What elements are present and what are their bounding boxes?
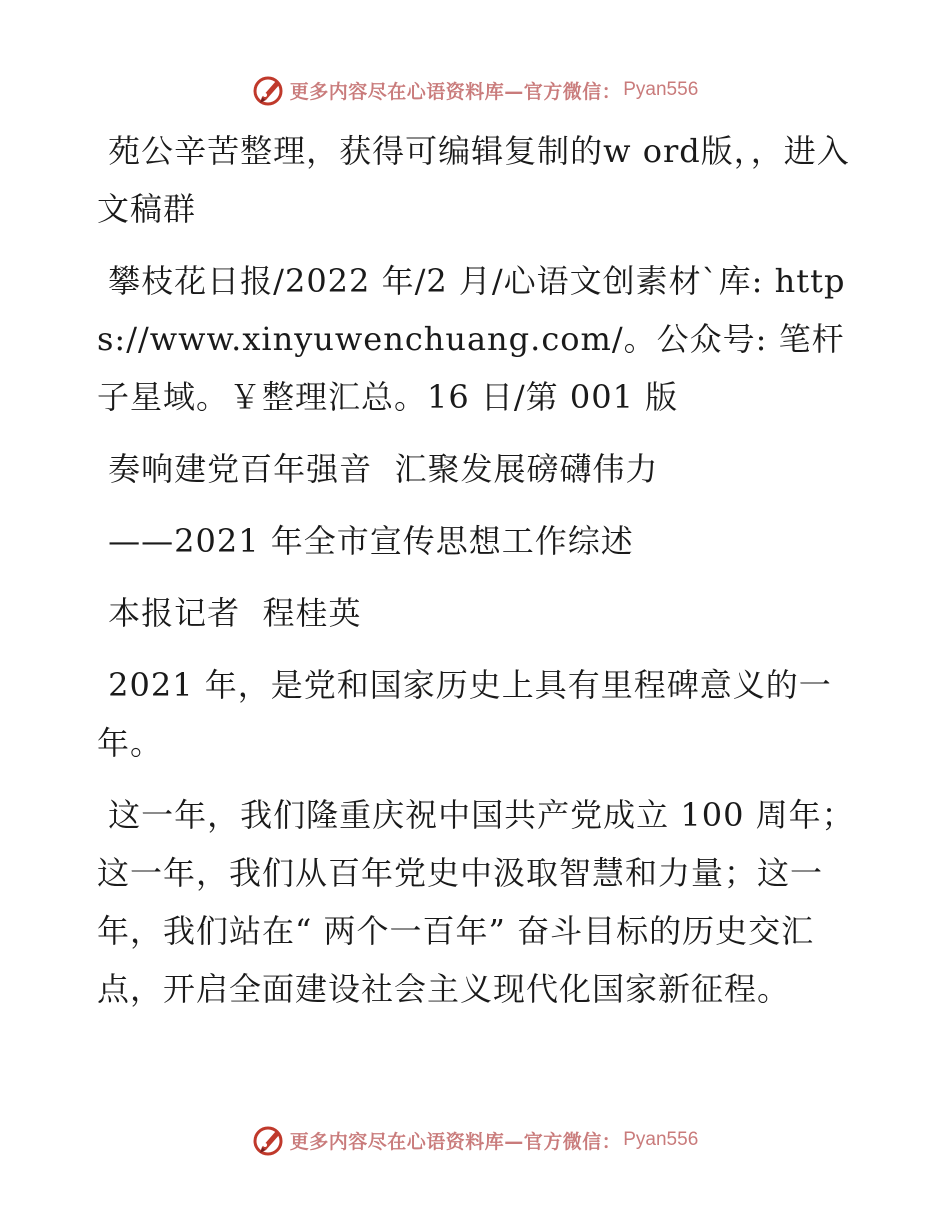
paragraph: 2021 年，是党和国家历史上具有里程碑意义的一年。 (97, 666, 832, 762)
paragraph: 这一年，我们隆重庆祝中国共产党成立 100 周年；这一年，我们从百年党史中汲取智慧和力量；这一年，我们站在“ 两个一百年” 奋斗目标的历史交汇点，开启全面建设社会主义现代化国家新征程。 (97, 796, 855, 1008)
paragraph: 苑公辛苦整理，获得可编辑复制的w ord版，，进入文稿群 (97, 132, 850, 228)
document-body (97, 122, 857, 1018)
pen-logo-icon (252, 73, 286, 107)
watermark-text: 更多内容尽在心语资料库—官方微信： (289, 1130, 622, 1153)
paragraph: 攀枝花日报/2022 年/2 月/心语文创素材`库: https://www.xinyuwenchuang.com/。公众号: 笔杆子星域。￥整理汇总。16 日/第 001 版 (97, 262, 846, 416)
article-title: 奏响建党百年强音 汇聚发展磅礴伟力 (97, 450, 659, 488)
watermark-wechat-id: Pyan556 (623, 1129, 699, 1150)
watermark-header (0, 70, 950, 110)
pen-logo-icon (252, 1123, 286, 1157)
byline: 本报记者 程桂英 (97, 594, 362, 632)
watermark-footer (0, 1120, 950, 1160)
watermark-wechat-id: Pyan556 (623, 79, 699, 100)
article-subtitle: ——2021 年全市宣传思想工作综述 (97, 522, 634, 560)
watermark-text: 更多内容尽在心语资料库—官方微信： (289, 80, 622, 103)
